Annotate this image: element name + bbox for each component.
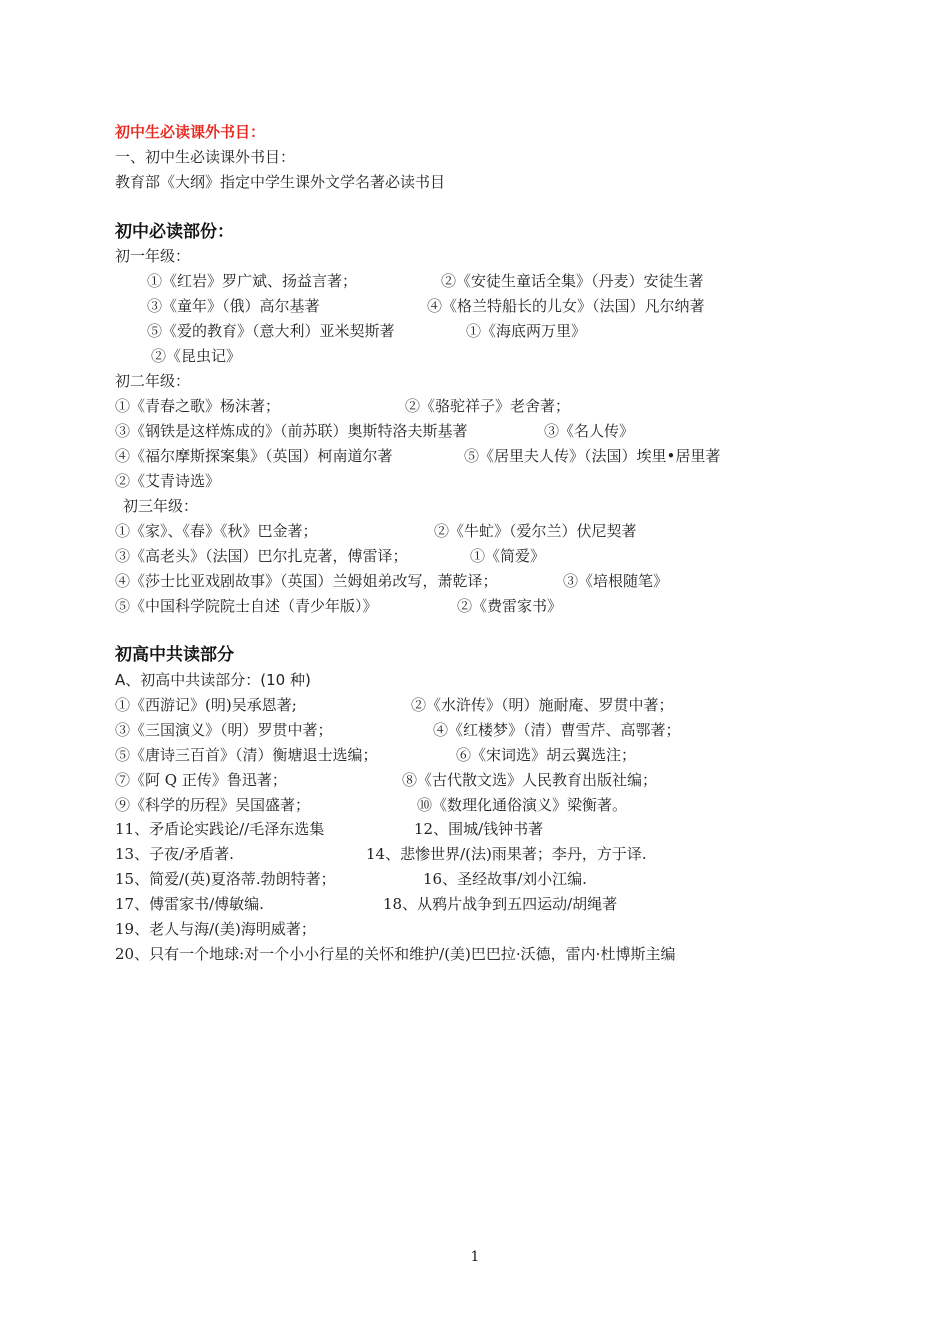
list-item: ④《红楼梦》（清）曹雪芹、高鄂著；: [433, 721, 681, 739]
list-item: ⑥《宋词选》胡云翼选注；: [456, 746, 637, 764]
list-item: 16、圣经故事/刘小江编.: [423, 870, 587, 888]
list-item: ②《安徒生童话全集》（丹麦）安徒生著: [441, 272, 704, 290]
list-item: ⑤《中国科学院院士自述（青少年版）》: [115, 597, 378, 615]
section-heading-shared: 初高中共读部分: [115, 645, 234, 665]
list-item: ⑧《古代散文选》人民教育出版社编；: [402, 771, 658, 789]
list-item: ⑤《爱的教育》（意大利）亚米契斯著: [147, 322, 395, 340]
list-item: ④《福尔摩斯探案集》（英国）柯南道尔著: [115, 447, 393, 465]
grade-label-1: 初一年级：: [115, 247, 191, 265]
list-item: ④《莎士比亚戏剧故事》（英国）兰姆姐弟改写，萧乾译；: [115, 572, 498, 590]
list-item: ③《童年》（俄）高尔基著: [147, 297, 320, 315]
list-item: ⑤《居里夫人传》（法国）埃里•居里著: [464, 447, 721, 465]
list-item: ⑤《唐诗三百首》（清）衡塘退士选编；: [115, 746, 378, 764]
list-item: 15、简爱/(英)夏洛蒂.勃朗特著；: [115, 870, 336, 888]
section-heading-junior: 初中必读部份：: [115, 222, 234, 242]
list-item: ③《名人传》: [544, 422, 635, 440]
intro-line-1: 一、初中生必读课外书目：: [115, 148, 296, 166]
list-item: ②《牛虻》（爱尔兰）伏尼契著: [434, 522, 637, 540]
list-item: ①《简爱》: [470, 547, 546, 565]
list-item: 12、围城/钱钟书著: [414, 820, 544, 838]
list-item: ⑨《科学的历程》吴国盛著；: [115, 796, 311, 814]
list-item: 13、子夜/矛盾著.: [115, 845, 234, 863]
grade-label-2: 初二年级：: [115, 372, 191, 390]
list-item: ③《培根随笔》: [563, 572, 669, 590]
page-title: 初中生必读课外书目：: [115, 123, 266, 141]
list-item: ①《青春之歌》杨沫著；: [115, 397, 281, 415]
list-item: ①《西游记》(明)吴承恩著;: [115, 696, 297, 714]
list-item: ⑦《阿 Q 正传》鲁迅著；: [115, 771, 287, 789]
list-item: ③《高老头》（法国）巴尔扎克著，傅雷译；: [115, 547, 408, 565]
list-item: 20、只有一个地球:对一个小小行星的关怀和维护/(美)巴巴拉·沃德，雷内·杜博斯主编: [115, 945, 676, 963]
page-number: 1: [470, 1249, 480, 1265]
list-item: 14、悲惨世界/(法)雨果著；李丹，方于译.: [366, 845, 647, 863]
list-item: ②《水浒传》（明）施耐庵、罗贯中著；: [411, 696, 674, 714]
list-item: ①《海底两万里》: [466, 322, 587, 340]
intro-line-2: 教育部《大纲》指定中学生课外文学名著必读书目: [115, 173, 446, 191]
grade-label-3: 初三年级：: [123, 497, 199, 515]
list-item: 18、从鸦片战争到五四运动/胡绳著: [383, 895, 618, 913]
list-item: ①《家》、《春》《秋》巴金著；: [115, 522, 318, 540]
list-item: 17、傅雷家书/傅敏编.: [115, 895, 264, 913]
list-item: ③《三国演义》（明）罗贯中著；: [115, 721, 333, 739]
list-item: 19、老人与海/(美)海明威著；: [115, 920, 316, 938]
list-item: ③《钢铁是这样炼成的》（前苏联）奥斯特洛夫斯基著: [115, 422, 468, 440]
subsection-label: A、初高中共读部分：(10 种): [115, 671, 311, 689]
list-item: ②《昆虫记》: [151, 347, 242, 365]
list-item: ②《费雷家书》: [457, 597, 563, 615]
list-item: ④《格兰特船长的儿女》（法国）凡尔纳著: [427, 297, 705, 315]
list-item: ②《艾青诗选》: [115, 472, 221, 490]
list-item: 11、矛盾论实践论//毛泽东选集: [115, 820, 325, 838]
list-item: ⑩《数理化通俗演义》梁衡著。: [417, 796, 628, 814]
list-item: ①《红岩》罗广斌、扬益言著；: [147, 272, 358, 290]
list-item: ②《骆驼祥子》老舍著；: [405, 397, 571, 415]
